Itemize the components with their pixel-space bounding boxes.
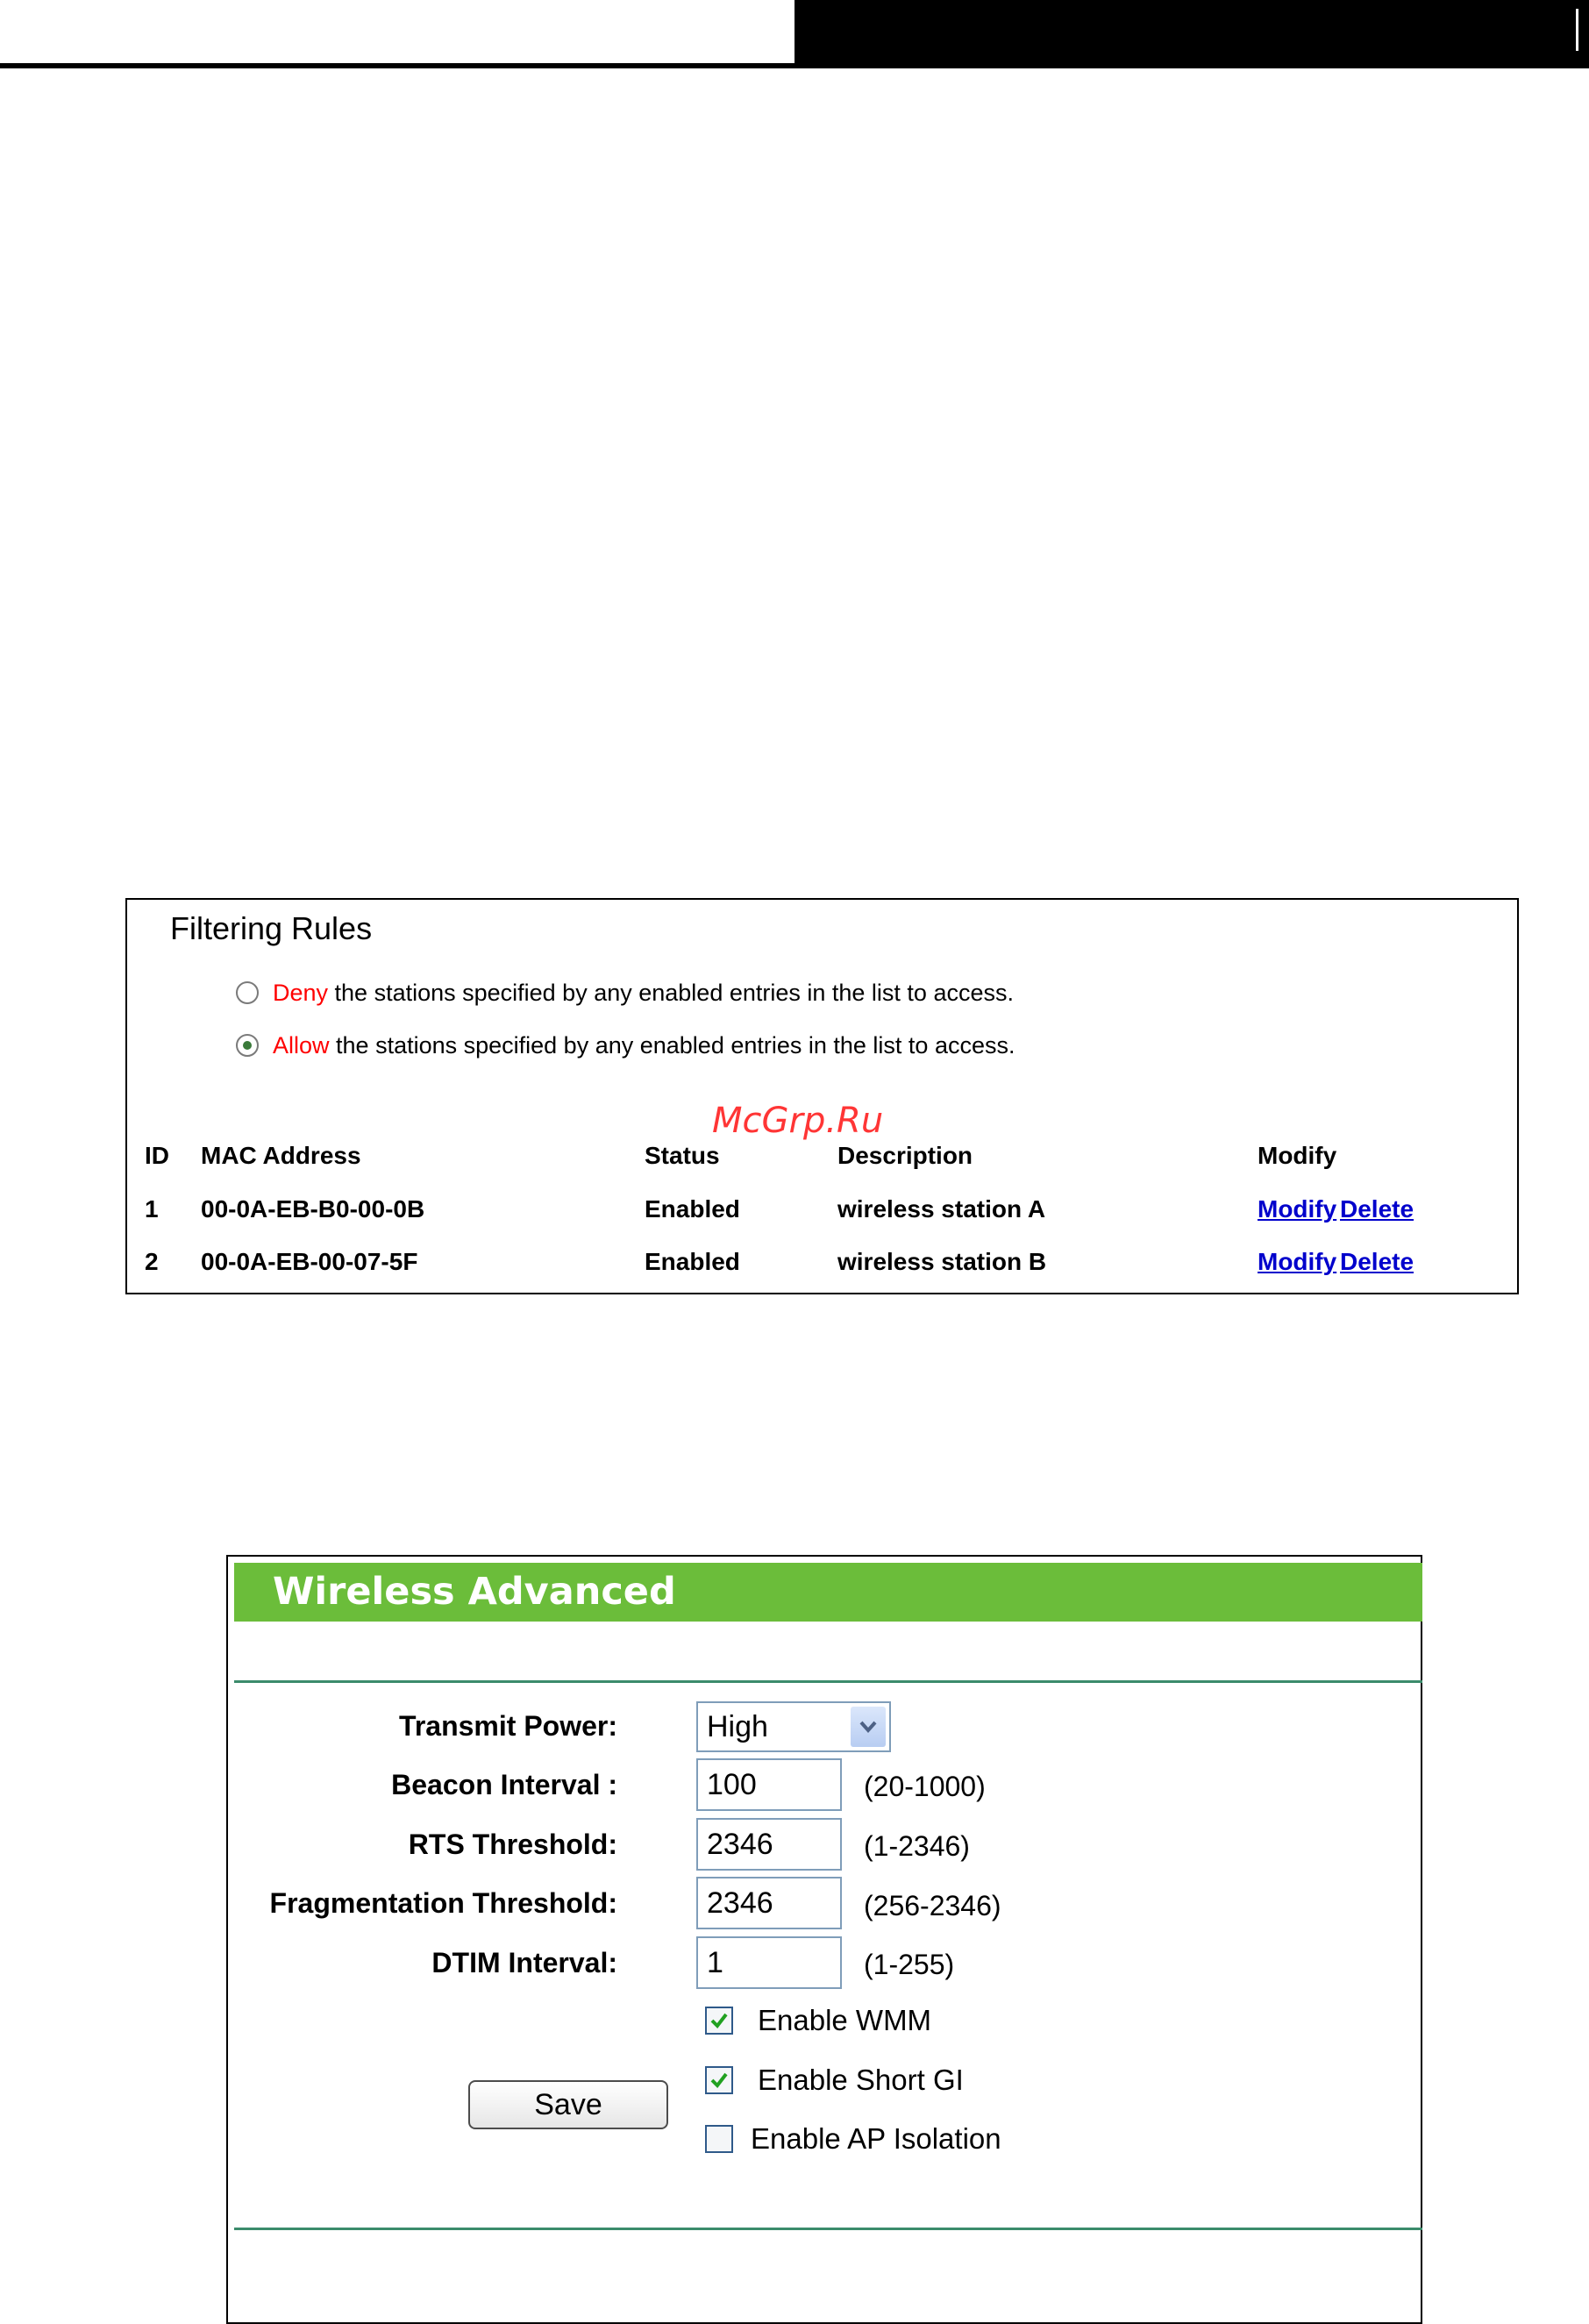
row-2-status: Enabled xyxy=(645,1248,740,1275)
top-divider xyxy=(234,1680,1422,1683)
rts-threshold-label: RTS Threshold: xyxy=(408,1829,617,1860)
wireless-advanced-title: Wireless Advanced xyxy=(273,1570,676,1614)
wireless-advanced-panel xyxy=(226,1555,1422,2324)
deny-text: the stations specified by any enabled entries in the list to access. xyxy=(328,979,1014,1006)
enable-ap-isolation-checkbox[interactable] xyxy=(705,2125,733,2153)
enable-wmm-option[interactable] xyxy=(705,2004,931,2037)
row-1-mac: 00-0A-EB-B0-00-0B xyxy=(201,1195,425,1223)
row-1-status: Enabled xyxy=(645,1195,740,1223)
enable-short-gi-label: Enable Short GI xyxy=(758,2064,964,2096)
enable-short-gi-checkbox[interactable] xyxy=(705,2066,733,2094)
checkmark-icon xyxy=(709,2011,729,2030)
row-1-delete-link[interactable]: Delete xyxy=(1340,1195,1414,1223)
transmit-power-value: High xyxy=(707,1709,768,1743)
allow-text: the stations specified by any enabled entries in the list to access. xyxy=(329,1031,1015,1059)
fragmentation-threshold-input[interactable] xyxy=(696,1877,842,1929)
chevron-down-icon[interactable] xyxy=(851,1707,886,1747)
transmit-power-label: Transmit Power: xyxy=(399,1710,617,1742)
row-1-id: 1 xyxy=(145,1195,159,1223)
column-header-mac: MAC Address xyxy=(201,1142,361,1169)
filter-table xyxy=(127,900,1517,1293)
dtim-interval-input[interactable] xyxy=(696,1936,842,1989)
transmit-power-select[interactable] xyxy=(696,1701,891,1752)
filtering-rules-panel xyxy=(125,898,1519,1294)
save-button[interactable]: Save xyxy=(468,2080,668,2129)
beacon-interval-range: (20-1000) xyxy=(864,1771,986,1802)
column-header-description: Description xyxy=(837,1142,973,1169)
row-2-modify-link[interactable]: Modify xyxy=(1258,1248,1337,1275)
allow-keyword: Allow xyxy=(273,1031,330,1059)
column-header-status: Status xyxy=(645,1142,720,1169)
fragmentation-threshold-label: Fragmentation Threshold: xyxy=(269,1887,617,1919)
beacon-interval-input[interactable] xyxy=(696,1758,842,1811)
enable-short-gi-option[interactable] xyxy=(705,2064,964,2097)
rts-threshold-range: (1-2346) xyxy=(864,1830,970,1862)
row-1-description: wireless station A xyxy=(837,1195,1046,1223)
watermark: McGrp.Ru xyxy=(712,1101,884,1141)
enable-ap-isolation-option[interactable] xyxy=(705,2122,1001,2156)
row-2-id: 2 xyxy=(145,1248,159,1275)
column-header-modify: Modify xyxy=(1258,1142,1337,1169)
wireless-advanced-header xyxy=(234,1563,1422,1622)
fragmentation-threshold-range: (256-2346) xyxy=(864,1890,1001,1921)
rts-threshold-input[interactable] xyxy=(696,1818,842,1871)
header-rule xyxy=(0,63,794,68)
filtering-rules-title: Filtering Rules xyxy=(170,910,373,946)
enable-wmm-checkbox[interactable] xyxy=(705,2007,733,2035)
row-2-mac: 00-0A-EB-00-07-5F xyxy=(201,1248,418,1275)
row-1-modify-link[interactable]: Modify xyxy=(1258,1195,1337,1223)
row-2-description: wireless station B xyxy=(837,1248,1047,1275)
deny-keyword: Deny xyxy=(273,979,329,1006)
bottom-divider xyxy=(234,2228,1422,2230)
header-bar xyxy=(794,0,1589,68)
enable-wmm-label: Enable WMM xyxy=(758,2004,932,2036)
enable-ap-isolation-label: Enable AP Isolation xyxy=(751,2122,1001,2155)
dtim-interval-label: DTIM Interval: xyxy=(431,1947,617,1978)
beacon-interval-label: Beacon Interval : xyxy=(391,1769,617,1800)
column-header-id: ID xyxy=(145,1142,169,1169)
dtim-interval-range: (1-255) xyxy=(864,1949,955,1980)
row-2-delete-link[interactable]: Delete xyxy=(1340,1248,1414,1275)
checkmark-icon xyxy=(709,2071,729,2090)
